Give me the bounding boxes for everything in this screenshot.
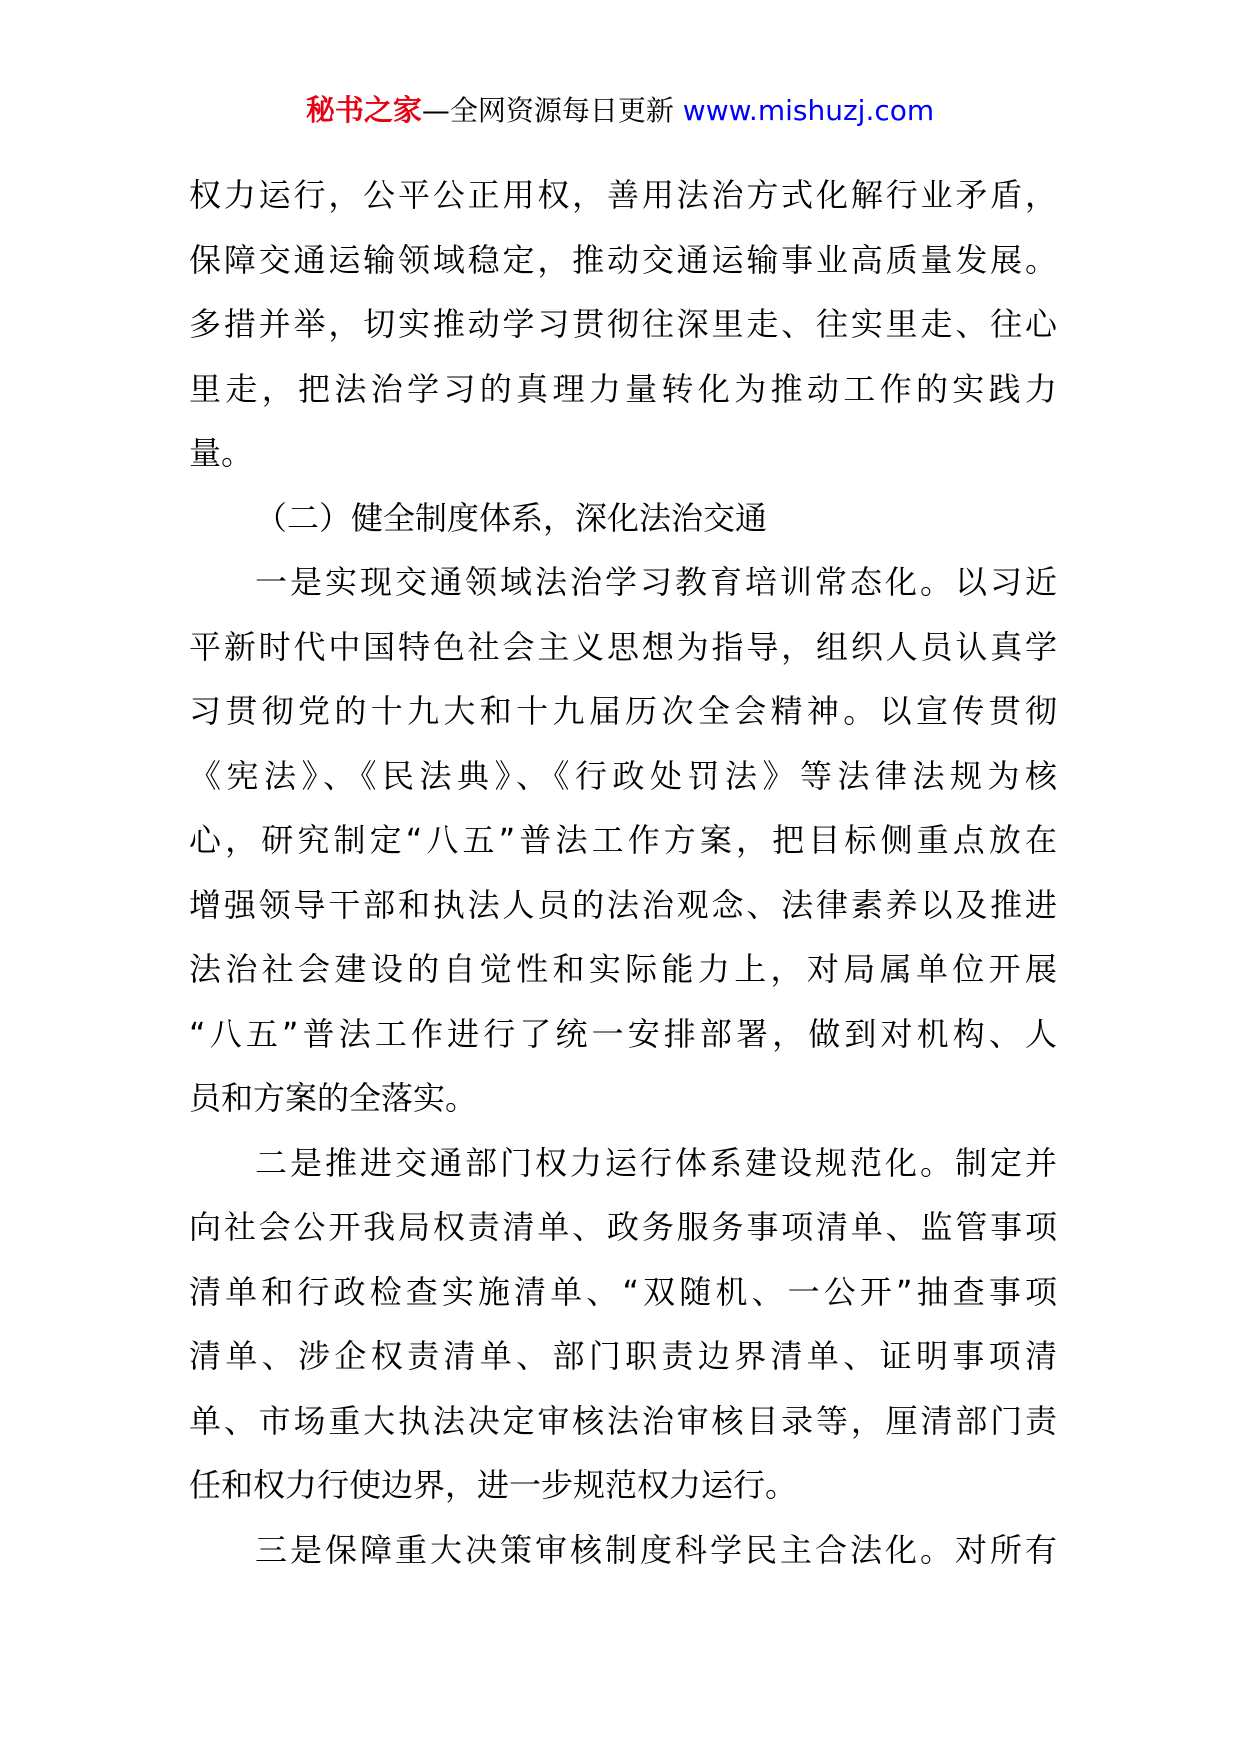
- document-body: [189, 163, 1057, 1582]
- header-tagline: —全网资源每日更新: [421, 94, 674, 127]
- text-line: 清单和行政检查实施清单、“双随机、一公开”抽查事项: [189, 1272, 1057, 1311]
- brand-name: 秘书之家: [305, 93, 422, 127]
- text-line: 法治社会建设的自觉性和实际能力上，对局属单位开展: [189, 950, 1057, 988]
- text-line: 心，研究制定“八五”普法工作方案，把目标侧重点放在: [189, 821, 1057, 859]
- text-line: 增强领导干部和执法人员的法治观念、法律素养以及推进: [189, 885, 1057, 924]
- text-line: 里走，把法治学习的真理力量转化为推动工作的实践力: [189, 369, 1057, 408]
- text-line: “八五”普法工作进行了统一安排部署，做到对机构、人: [189, 1014, 1057, 1053]
- text-line: 《宪法》、《民法典》、《行政处罚法》等法律法规为核: [189, 756, 1057, 795]
- text-line: 平新时代中国特色社会主义思想为指导，组织人员认真学: [189, 627, 1057, 666]
- text-line: 多措并举，切实推动学习贯彻往深里走、往实里走、往心: [189, 305, 1057, 343]
- text-line: 二是推进交通部门权力运行体系建设规范化。制定并: [255, 1143, 1057, 1182]
- text-line: 习贯彻党的十九大和十九届历次全会精神。以宣传贯彻: [189, 692, 1057, 730]
- section-heading: （二）健全制度体系，深化法治交通: [255, 498, 768, 537]
- text-line: 保障交通运输领域稳定，推动交通运输事业高质量发展。: [189, 240, 1057, 279]
- text-line: 清单、涉企权责清单、部门职责边界清单、证明事项清: [189, 1337, 1057, 1375]
- text-line: 权力运行，公平公正用权，善用法治方式化解行业矛盾，: [189, 176, 1057, 214]
- text-line: 员和方案的全落实。: [189, 1079, 478, 1117]
- text-line: 三是保障重大决策审核制度科学民主合法化。对所有: [255, 1530, 1057, 1569]
- text-line: 向社会公开我局权责清单、政务服务事项清单、监管事项: [189, 1208, 1057, 1246]
- site-url-link[interactable]: www.mishuzj.com: [682, 94, 935, 127]
- text-line: 一是实现交通领域法治学习教育培训常态化。以习近: [255, 563, 1057, 601]
- text-line: 任和权力行使边界，进一步规范权力运行。: [189, 1466, 798, 1504]
- text-line: 量。: [189, 434, 254, 472]
- page-header: [0, 92, 1240, 129]
- text-line: 单、市场重大执法决定审核法治审核目录等，厘清部门责: [189, 1401, 1057, 1440]
